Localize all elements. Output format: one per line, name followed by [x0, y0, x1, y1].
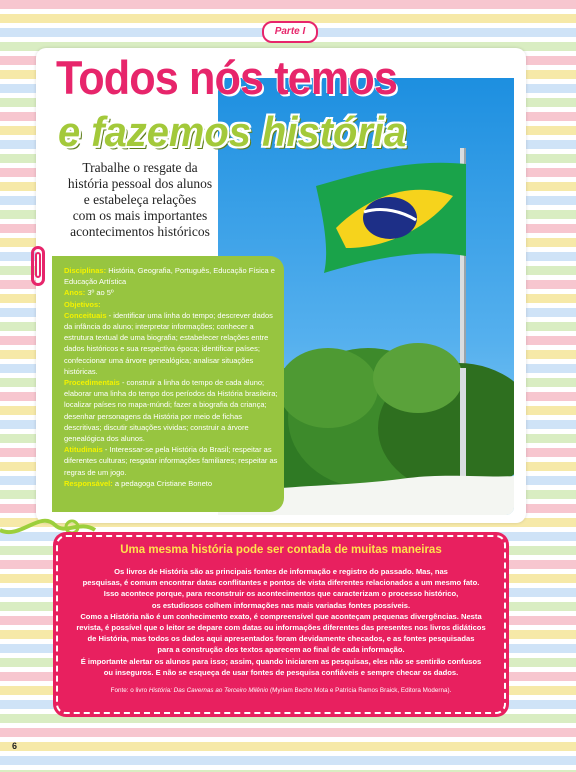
note-heading: Uma mesma história pode ser contada de muitas maneiras: [120, 544, 442, 556]
responsavel-label: Responsável:: [64, 478, 113, 488]
lesson-info-card: [52, 256, 284, 512]
source-suffix: (Myriam Becho Mota e Patrícia Ramos Braick, Editora Moderna).: [268, 687, 452, 695]
atitudinais-row: [64, 444, 278, 478]
anos-value: 3º ao 5º: [87, 288, 114, 298]
note-line: Os livros de História são as principais fontes de informação e registro do passado. Mas, nas: [114, 567, 448, 576]
disciplinas-row: [64, 265, 278, 287]
disciplinas-value: História, Geografia, Português, Educação Física e Educação Artística: [64, 266, 275, 287]
intro-line: e estabeleça relações: [83, 192, 197, 207]
note-line: revista, é possível que o leitor se depare com datas ou informações diferentes das presentes nos livros didáticos: [76, 623, 486, 633]
conceituais-row: [64, 310, 278, 377]
note-line: pesquisas, é comum encontrar datas conflitantes e pontos de vista diferentes relacionados a um mesmo fato.: [82, 578, 480, 588]
source-prefix: Fonte: o livro: [110, 687, 149, 695]
page-number: 6: [12, 741, 18, 751]
atitudinais-label: Atitudinais: [64, 445, 103, 455]
part-label: Parte I: [262, 21, 318, 43]
procedimentais-label: Procedimentais: [64, 378, 120, 388]
intro-line: Trabalhe o resgate da: [82, 160, 198, 175]
note-body: [72, 566, 490, 678]
intro-line: com os mais importantes: [72, 208, 208, 223]
disciplinas-label: Disciplinas:: [64, 266, 107, 275]
anos-row: [64, 287, 278, 298]
intro-line: acontecimentos históricos: [70, 224, 210, 239]
note-line: os estudiosos colhem informações nas mais variadas fontes possíveis.: [151, 600, 411, 610]
responsavel-row: [64, 478, 278, 489]
objetivos-label: Objetivos:: [64, 299, 101, 309]
note-line: ou inseguros. E não se esqueça de usar fontes de pesquisa confiáveis e sempre checar os dados.: [103, 667, 459, 677]
note-box: [56, 535, 506, 714]
note-line: Isso acontece porque, para reconstruir os acontecimentos que caracterizam o processo histórico,: [103, 589, 459, 599]
title-line-1: Todos nós temos: [56, 51, 397, 104]
procedimentais-value: - construir a linha do tempo de cada aluno; elaborar uma linha do tempo dos períodos da História brasileira; localizar países no mapa-múndi; fazer a biografia da criança; desenhar personagens da História por meio de fichas descritivas; discutir situações vividas; construir a árvore genealógica dos alunos.: [64, 378, 278, 444]
note-source: [58, 686, 504, 695]
title-line-2: e fazemos história: [58, 108, 407, 155]
source-book-title: História: Das Cavernas ao Terceiro Milênio: [148, 687, 269, 695]
intro-text: [60, 160, 220, 240]
responsavel-value: a pedagoga Cristiane Boneto: [114, 478, 213, 488]
note-line: para a construção dos textos aparecem ao final de cada informação.: [157, 645, 405, 655]
conceituais-label: Conceituais: [64, 310, 107, 320]
note-line: de História, mas todos os dados aqui apresentados foram devidamente checados, e as fontes pesquisadas: [87, 634, 475, 644]
note-line: Como a História não é um conhecimento exato, é compreensível que aconteçam pequenas divergências. Nesta: [80, 611, 482, 621]
note-line: É importante alertar os alunos para isso; assim, quando iniciarem as pesquisas, eles não se sentirão confusos: [80, 656, 482, 666]
anos-label: Anos:: [64, 288, 86, 298]
intro-line: história pessoal dos alunos: [67, 176, 213, 191]
objetivos-row: [64, 299, 278, 310]
conceituais-value: - identificar uma linha do tempo; descrever dados da infância do aluno; interpretar informações; conhecer a estrutura textual de uma biografia; estabelecer relações entre dados históricos e sua respectiva época; identificar países; confeccionar uma árvore genealógica; analisar situações históricas.: [64, 310, 273, 376]
atitudinais-value: - Interessar-se pela História do Brasil; respeitar as diferentes culturas; resgatar informações familiares; respeitar as regras de um jogo.: [64, 445, 278, 477]
procedimentais-row: [64, 377, 278, 444]
paper-clip-inner-icon: [35, 252, 41, 278]
